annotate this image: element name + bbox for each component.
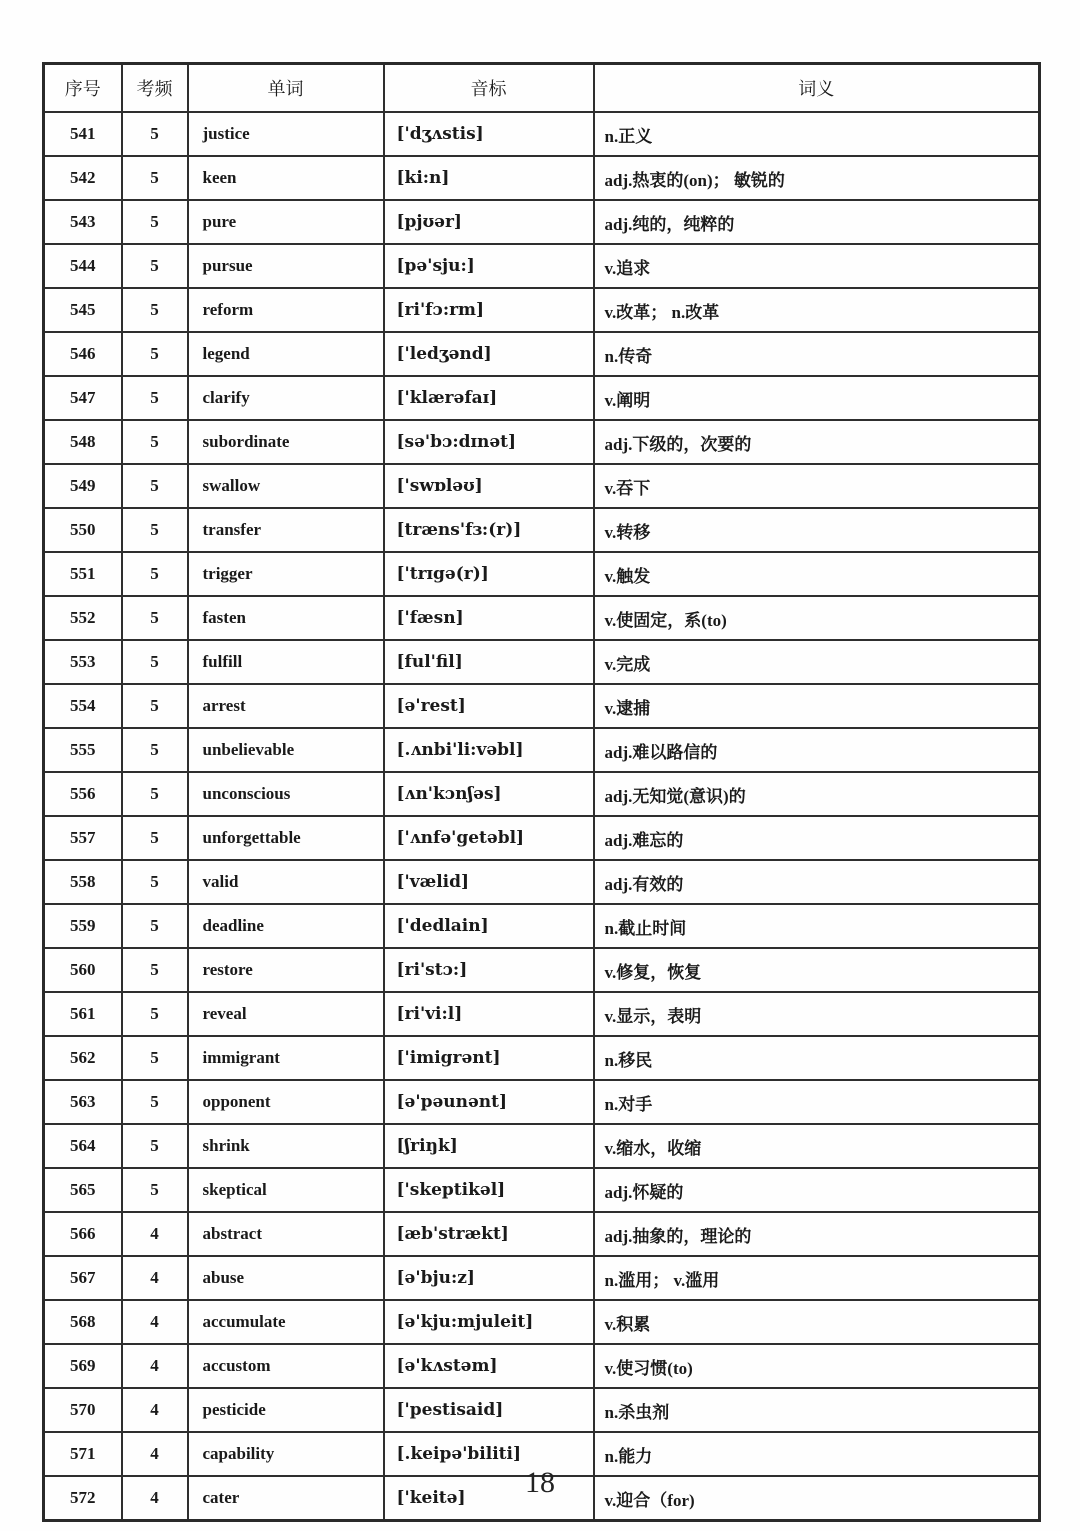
col-header-word: 单词 [188,64,384,113]
cell-phonetic: ['dʒʌstis] [384,112,594,156]
cell-frequency: 4 [122,1212,188,1256]
cell-phonetic: [ri'stɔ:] [384,948,594,992]
cell-meaning: v.阐明 [594,376,1040,420]
cell-frequency: 5 [122,112,188,156]
cell-frequency: 5 [122,288,188,332]
vocab-table-header [44,64,1040,113]
cell-word: capability [188,1432,384,1476]
cell-frequency: 5 [122,420,188,464]
cell-frequency: 5 [122,772,188,816]
cell-frequency: 5 [122,816,188,860]
cell-word: pursue [188,244,384,288]
cell-index: 560 [44,948,122,992]
cell-index: 558 [44,860,122,904]
cell-phonetic: [ʌn'kɔnʃəs] [384,772,594,816]
cell-frequency: 5 [122,200,188,244]
table-row [44,376,1040,420]
cell-index: 563 [44,1080,122,1124]
cell-meaning: adj.怀疑的 [594,1168,1040,1212]
cell-meaning: n.移民 [594,1036,1040,1080]
cell-word: pure [188,200,384,244]
cell-frequency: 5 [122,728,188,772]
cell-meaning: n.滥用； v.滥用 [594,1256,1040,1300]
cell-frequency: 5 [122,464,188,508]
cell-word: immigrant [188,1036,384,1080]
cell-word: valid [188,860,384,904]
cell-meaning: v.使习惯(to) [594,1344,1040,1388]
table-row [44,552,1040,596]
cell-index: 559 [44,904,122,948]
cell-word: restore [188,948,384,992]
cell-index: 557 [44,816,122,860]
table-row [44,200,1040,244]
cell-meaning: n.对手 [594,1080,1040,1124]
cell-meaning: v.修复，恢复 [594,948,1040,992]
cell-meaning: v.缩水，收缩 [594,1124,1040,1168]
table-row [44,156,1040,200]
cell-phonetic: [ri'fɔ:rm] [384,288,594,332]
cell-word: abuse [188,1256,384,1300]
cell-frequency: 5 [122,1168,188,1212]
cell-index: 567 [44,1256,122,1300]
cell-meaning: adj.纯的，纯粹的 [594,200,1040,244]
table-row [44,1036,1040,1080]
table-row [44,992,1040,1036]
table-row [44,948,1040,992]
cell-index: 554 [44,684,122,728]
cell-frequency: 5 [122,1036,188,1080]
cell-meaning: v.显示，表明 [594,992,1040,1036]
cell-frequency: 4 [122,1476,188,1521]
cell-frequency: 5 [122,332,188,376]
table-row [44,640,1040,684]
cell-phonetic: [ə'kʌstəm] [384,1344,594,1388]
cell-index: 555 [44,728,122,772]
cell-index: 564 [44,1124,122,1168]
cell-word: pesticide [188,1388,384,1432]
cell-phonetic: ['vælid] [384,860,594,904]
cell-meaning: n.传奇 [594,332,1040,376]
cell-index: 548 [44,420,122,464]
cell-phonetic: [æb'strækt] [384,1212,594,1256]
cell-frequency: 5 [122,244,188,288]
cell-index: 541 [44,112,122,156]
cell-frequency: 4 [122,1432,188,1476]
cell-frequency: 5 [122,552,188,596]
cell-phonetic: ['klærəfaɪ] [384,376,594,420]
col-header-meaning: 词义 [594,64,1040,113]
cell-word: reform [188,288,384,332]
cell-index: 546 [44,332,122,376]
cell-frequency: 5 [122,508,188,552]
col-header-frequency: 考频 [122,64,188,113]
cell-phonetic: [ful'fil] [384,640,594,684]
cell-word: reveal [188,992,384,1036]
cell-frequency: 5 [122,376,188,420]
cell-meaning: adj.抽象的，理论的 [594,1212,1040,1256]
page-number: 18 [525,1466,555,1499]
cell-phonetic: ['imigrənt] [384,1036,594,1080]
table-row [44,1256,1040,1300]
cell-word: cater [188,1476,384,1521]
cell-index: 550 [44,508,122,552]
cell-word: subordinate [188,420,384,464]
col-header-index: 序号 [44,64,122,113]
cell-meaning: v.转移 [594,508,1040,552]
cell-index: 569 [44,1344,122,1388]
cell-frequency: 5 [122,1080,188,1124]
cell-phonetic: ['keitə] [384,1476,594,1521]
cell-frequency: 5 [122,948,188,992]
table-row [44,112,1040,156]
cell-index: 542 [44,156,122,200]
cell-index: 547 [44,376,122,420]
cell-meaning: adj.下级的，次要的 [594,420,1040,464]
cell-meaning: v.改革； n.改革 [594,288,1040,332]
cell-phonetic: [pə'sju:] [384,244,594,288]
cell-word: skeptical [188,1168,384,1212]
cell-phonetic: ['dedlain] [384,904,594,948]
cell-phonetic: [ə'bju:z] [384,1256,594,1300]
cell-index: 568 [44,1300,122,1344]
cell-meaning: n.杀虫剂 [594,1388,1040,1432]
cell-frequency: 5 [122,156,188,200]
cell-phonetic: [ʃriŋk] [384,1124,594,1168]
cell-frequency: 4 [122,1344,188,1388]
cell-meaning: v.积累 [594,1300,1040,1344]
table-row [44,728,1040,772]
cell-index: 545 [44,288,122,332]
cell-frequency: 4 [122,1256,188,1300]
cell-word: transfer [188,508,384,552]
table-row [44,420,1040,464]
cell-index: 566 [44,1212,122,1256]
header-row [44,64,1040,113]
cell-word: legend [188,332,384,376]
cell-word: justice [188,112,384,156]
table-row [44,1168,1040,1212]
table-row [44,684,1040,728]
cell-phonetic: [træns'fɜ:(r)] [384,508,594,552]
table-row [44,1388,1040,1432]
cell-word: keen [188,156,384,200]
cell-index: 562 [44,1036,122,1080]
cell-meaning: v.逮捕 [594,684,1040,728]
cell-index: 549 [44,464,122,508]
cell-phonetic: ['trɪgə(r)] [384,552,594,596]
cell-frequency: 5 [122,1124,188,1168]
cell-frequency: 5 [122,860,188,904]
cell-word: arrest [188,684,384,728]
cell-meaning: v.迎合（for) [594,1476,1040,1521]
cell-index: 561 [44,992,122,1036]
cell-word: accustom [188,1344,384,1388]
cell-phonetic: [ə'pəunənt] [384,1080,594,1124]
cell-meaning: adj.有效的 [594,860,1040,904]
table-row [44,332,1040,376]
cell-index: 556 [44,772,122,816]
cell-frequency: 5 [122,596,188,640]
cell-phonetic: [.keipə'biliti] [384,1432,594,1476]
table-row [44,904,1040,948]
table-row [44,860,1040,904]
table-row [44,816,1040,860]
cell-index: 553 [44,640,122,684]
cell-word: trigger [188,552,384,596]
cell-word: unforgettable [188,816,384,860]
cell-index: 571 [44,1432,122,1476]
cell-frequency: 5 [122,640,188,684]
table-row [44,1344,1040,1388]
cell-frequency: 4 [122,1300,188,1344]
cell-index: 572 [44,1476,122,1521]
table-row [44,288,1040,332]
cell-phonetic: ['swɒləʊ] [384,464,594,508]
cell-word: shrink [188,1124,384,1168]
cell-meaning: v.追求 [594,244,1040,288]
table-row [44,244,1040,288]
cell-meaning: n.能力 [594,1432,1040,1476]
table-row [44,1300,1040,1344]
table-row [44,1080,1040,1124]
cell-phonetic: ['fæsn] [384,596,594,640]
vocab-table-body [44,112,1040,1521]
cell-phonetic: [ə'kju:mjuleit] [384,1300,594,1344]
cell-frequency: 4 [122,1388,188,1432]
table-row [44,596,1040,640]
table-row [44,464,1040,508]
cell-index: 570 [44,1388,122,1432]
cell-index: 565 [44,1168,122,1212]
cell-meaning: n.截止时间 [594,904,1040,948]
table-row [44,1212,1040,1256]
cell-meaning: v.吞下 [594,464,1040,508]
cell-index: 552 [44,596,122,640]
cell-phonetic: [.ʌnbi'li:vəbl] [384,728,594,772]
cell-meaning: v.触发 [594,552,1040,596]
cell-frequency: 5 [122,904,188,948]
cell-meaning: adj.难忘的 [594,816,1040,860]
cell-frequency: 5 [122,992,188,1036]
cell-word: opponent [188,1080,384,1124]
cell-meaning: v.使固定，系(to) [594,596,1040,640]
vocab-table [42,62,1041,1522]
cell-phonetic: [ri'vi:l] [384,992,594,1036]
cell-meaning: adj.热衷的(on)； 敏锐的 [594,156,1040,200]
cell-word: clarify [188,376,384,420]
cell-word: accumulate [188,1300,384,1344]
cell-meaning: adj.难以路信的 [594,728,1040,772]
table-row [44,772,1040,816]
cell-phonetic: ['pestisaid] [384,1388,594,1432]
cell-meaning: n.正义 [594,112,1040,156]
table-row [44,1124,1040,1168]
cell-word: fasten [188,596,384,640]
cell-meaning: adj.无知觉(意识)的 [594,772,1040,816]
cell-phonetic: [pjʊər] [384,200,594,244]
cell-word: deadline [188,904,384,948]
cell-frequency: 5 [122,684,188,728]
cell-phonetic: [sə'bɔ:dɪnət] [384,420,594,464]
table-row [44,508,1040,552]
cell-phonetic: [ki:n] [384,156,594,200]
cell-phonetic: ['skeptikəl] [384,1168,594,1212]
cell-phonetic: ['ledʒənd] [384,332,594,376]
cell-phonetic: [ə'rest] [384,684,594,728]
cell-word: unconscious [188,772,384,816]
cell-phonetic: ['ʌnfə'getəbl] [384,816,594,860]
cell-word: abstract [188,1212,384,1256]
cell-word: swallow [188,464,384,508]
cell-index: 544 [44,244,122,288]
cell-word: unbelievable [188,728,384,772]
cell-word: fulfill [188,640,384,684]
cell-meaning: v.完成 [594,640,1040,684]
cell-index: 551 [44,552,122,596]
col-header-phonetic: 音标 [384,64,594,113]
cell-index: 543 [44,200,122,244]
